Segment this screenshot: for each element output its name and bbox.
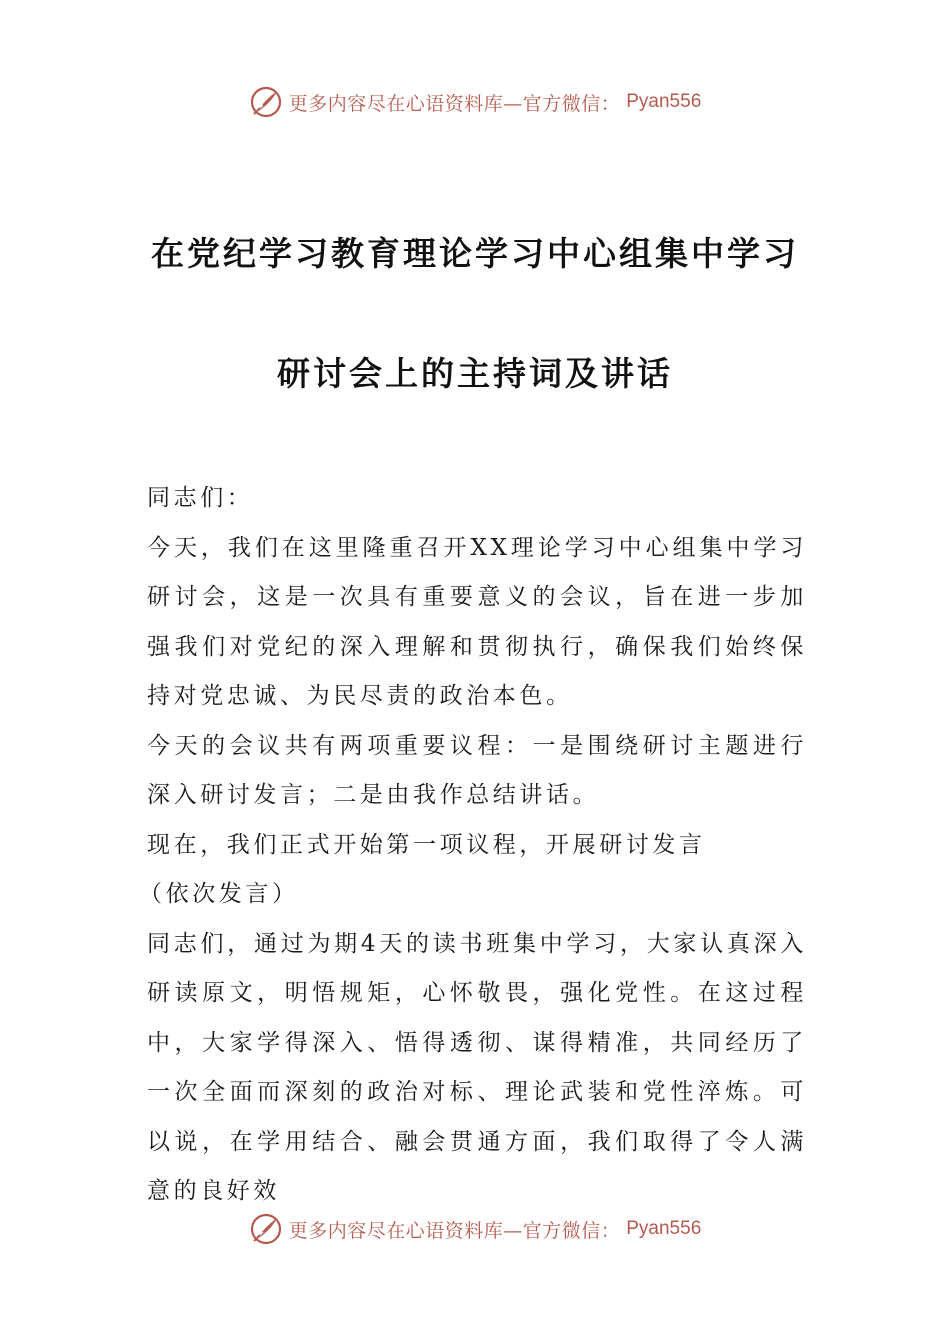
paragraph-summary: 同志们，通过为期4天的读书班集中学习，大家认真深入研读原文，明悟规矩，心怀敬畏，强化党性。在这过程中，大家学得深入、悟得透彻、谋得精准，共同经历了一次全面而深刻的政治对标、理论武装和党性淬炼。可以说，在学用结合、融会贯通方面，我们取得了令人满意的良好效 <box>147 930 807 1204</box>
salutation: 同志们： <box>147 485 254 511</box>
paragraph-agenda: 今天的会议共有两项重要议程：一是围绕研讨主题进行深入研讨发言；二是由我作总结讲话。 <box>147 732 807 808</box>
watermark-text: 更多内容尽在心语资料库—官方微信： <box>288 92 621 115</box>
watermark-text: 更多内容尽在心语资料库—官方微信： <box>288 1219 621 1242</box>
paragraph-opening: 今天，我们在这里隆重召开XX理论学习中心组集中学习研讨会，这是一次具有重要意义的会议，旨在进一步加强我们对党纪的深入理解和贯彻执行，确保我们始终保持对党忠诚、为民尽责的政治本色。 <box>147 534 807 709</box>
header-watermark-banner <box>0 77 950 127</box>
stage-direction: （依次发言） <box>139 881 299 907</box>
quill-logo-icon <box>249 85 283 119</box>
document-body <box>139 474 807 1217</box>
document-title-line-2: 研讨会上的主持词及讲话 <box>277 354 673 393</box>
watermark-wechat-id: Pyan556 <box>626 1218 702 1239</box>
paragraph-first-item: 现在，我们正式开始第一项议程，开展研讨发言 <box>147 831 706 858</box>
quill-logo-icon <box>249 1212 283 1246</box>
footer-watermark-banner <box>0 1204 950 1254</box>
watermark-wechat-id: Pyan556 <box>626 91 702 112</box>
document-title-line-1: 在党纪学习教育理论学习中心组集中学习 <box>151 234 799 273</box>
